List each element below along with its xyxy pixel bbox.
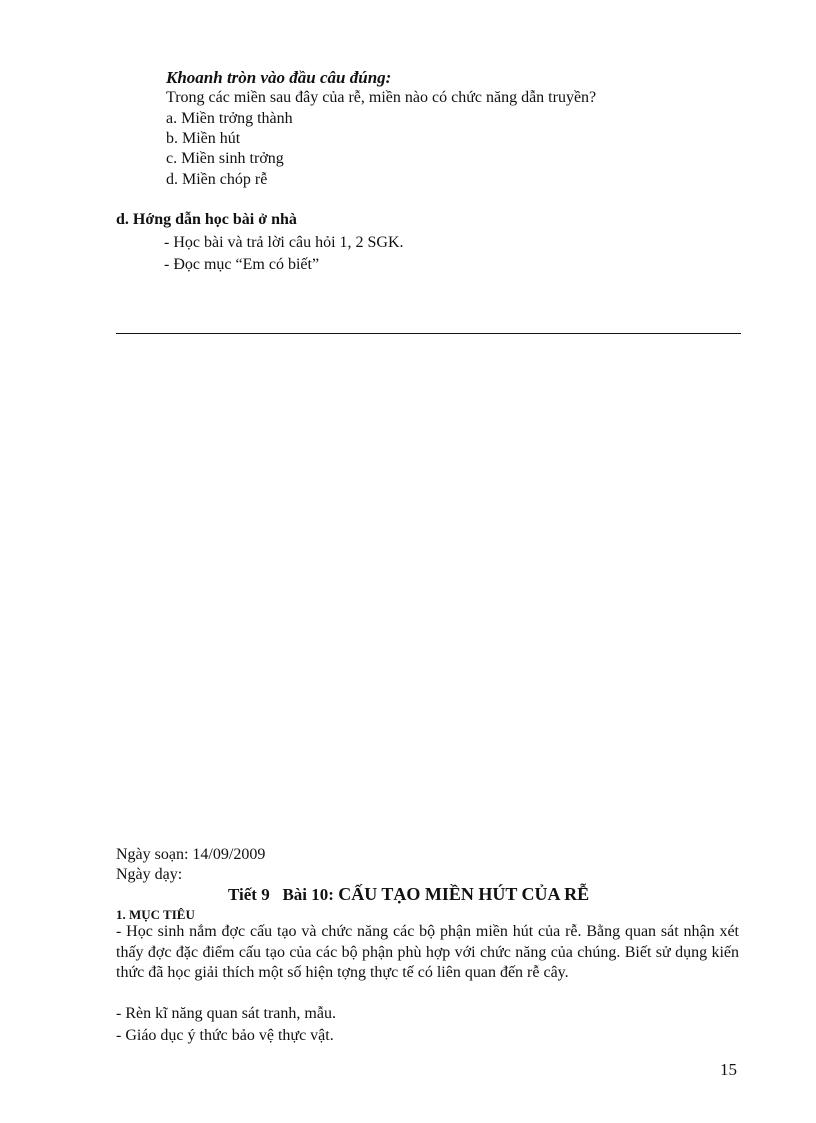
section1-heading: 1. MỤC TIÊU xyxy=(116,907,195,922)
homework-item-2: - Đọc mục “Em có biết” xyxy=(164,256,320,273)
section-divider xyxy=(116,333,741,334)
exercise-question: Trong các miền sau đây của rễ, miền nào có chức năng dẫn truyền? xyxy=(166,89,597,106)
homework-heading: d. Hớng dẫn học bài ở nhà xyxy=(116,211,297,228)
exercise-heading: Khoanh tròn vào đầu câu đúng: xyxy=(166,68,392,87)
option-b: b. Miền hút xyxy=(166,130,241,147)
lesson-title xyxy=(228,884,589,905)
option-a: a. Miền trởng thành xyxy=(166,110,293,127)
attitude-bullet: - Giáo dục ý thức bảo vệ thực vật. xyxy=(116,1027,334,1044)
objective-paragraph: - Học sinh nắm đợc cấu tạo và chức năng các bộ phận miền hút của rễ. Bằng quan sát nhận xét thấy đợc đặc điểm cấu tạo của các bộ phận phù hợp với chức năng của chúng. Biết sử dụng kiến thức đã học giải thích một số hiện tợng thực tế có liên quan đến rễ cây. xyxy=(116,923,739,981)
option-c: c. Miền sinh trởng xyxy=(166,150,284,167)
page-number: 15 xyxy=(720,1060,737,1079)
lesson-period: Tiết 9 xyxy=(228,885,270,904)
option-d: d. Miền chóp rễ xyxy=(166,171,268,188)
skills-bullet: - Rèn kĩ năng quan sát tranh, mẫu. xyxy=(116,1005,336,1022)
prepared-date: Ngày soạn: 14/09/2009 xyxy=(116,846,266,863)
lesson-name: CẤU TẠO MIỀN HÚT CỦA RỄ xyxy=(338,884,590,904)
lesson-number: Bài 10: xyxy=(282,885,334,904)
homework-item-1: - Học bài và trả lời câu hỏi 1, 2 SGK. xyxy=(164,234,404,251)
teaching-date: Ngày dạy: xyxy=(116,866,183,883)
